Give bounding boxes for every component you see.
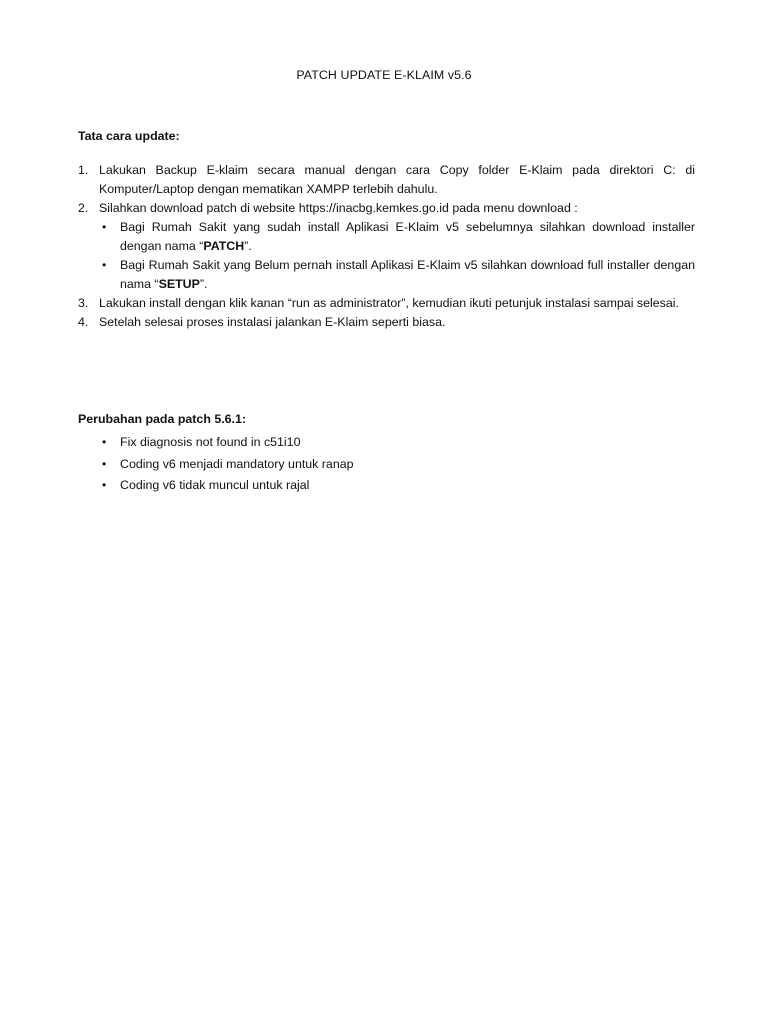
download-option-item bbox=[99, 218, 695, 256]
download-option-text: Bagi Rumah Sakit yang Belum pernah install Aplikasi E-Klaim v5 silahkan download full installer dengan nama “SETUP”. bbox=[120, 258, 695, 291]
step-text: Lakukan Backup E-klaim secara manual dengan cara Copy folder E-Klaim pada direktori C: di Komputer/Laptop dengan mematikan XAMPP terlebih dahulu. bbox=[99, 163, 695, 196]
download-option-text: Bagi Rumah Sakit yang sudah install Aplikasi E-Klaim v5 sebelumnya silahkan download installer dengan nama “PATCH”. bbox=[120, 220, 695, 253]
patch-changes-list bbox=[99, 433, 695, 498]
document-title: PATCH UPDATE E-KLAIM v5.6 bbox=[296, 68, 472, 82]
step-number: 2. bbox=[78, 201, 89, 215]
bullet-icon: • bbox=[102, 478, 107, 492]
change-text: Fix diagnosis not found in c51i10 bbox=[120, 435, 301, 449]
changes-heading: Perubahan pada patch 5.6.1: bbox=[78, 412, 247, 426]
change-text: Coding v6 menjadi mandatory untuk ranap bbox=[120, 456, 354, 471]
step-number: 4. bbox=[78, 315, 89, 329]
download-option-item bbox=[99, 256, 695, 294]
step-text: Setelah selesai proses instalasi jalankan E-Klaim seperti biasa. bbox=[99, 315, 446, 329]
bullet-icon: • bbox=[102, 456, 107, 471]
step-item bbox=[78, 294, 695, 313]
steps-heading: Tata cara update: bbox=[78, 129, 180, 143]
change-item bbox=[99, 476, 695, 495]
update-steps-list bbox=[78, 161, 695, 332]
step-number: 3. bbox=[78, 296, 89, 310]
download-options-list bbox=[99, 218, 695, 294]
bullet-icon: • bbox=[102, 435, 107, 449]
step-item bbox=[78, 313, 695, 332]
installer-name-setup: SETUP bbox=[158, 277, 200, 291]
step-item bbox=[78, 161, 695, 199]
bullet-icon: • bbox=[102, 258, 107, 272]
change-item bbox=[99, 455, 695, 474]
change-item bbox=[99, 433, 695, 452]
change-text: Coding v6 tidak muncul untuk rajal bbox=[120, 478, 310, 492]
bullet-icon: • bbox=[102, 220, 107, 234]
step-text: Lakukan install dengan klik kanan “run as administrator”, kemudian ikuti petunjuk instalasi sampai selesai. bbox=[99, 296, 679, 310]
step-text: Silahkan download patch di website https://inacbg.kemkes.go.id pada menu download : bbox=[99, 201, 578, 215]
step-number: 1. bbox=[78, 163, 89, 177]
installer-name-patch: PATCH bbox=[203, 239, 245, 253]
step-item bbox=[78, 199, 695, 294]
